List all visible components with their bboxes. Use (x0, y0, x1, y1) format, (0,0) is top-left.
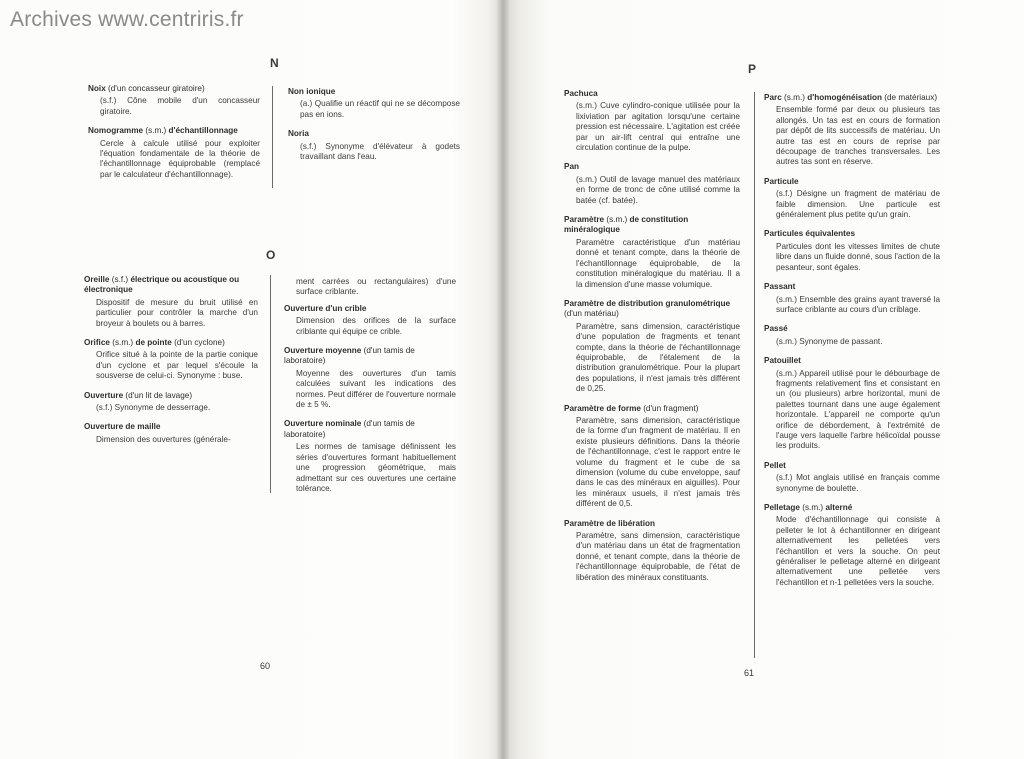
entry-headword-line (764, 229, 940, 239)
column-divider (754, 92, 755, 658)
right-p-column-1 (564, 89, 740, 592)
entry-definition: (s.f.) Désigne un fragment de matériau de faible dimension. Une particule est généralement plus petite qu'un grain. (776, 189, 940, 220)
entry-definition: Particules dont les vitesses limites de chute libre dans un fluide donné, sous l'action de la pesanteur, sont égales. (776, 241, 940, 272)
entry-definition: (s.m.) Outil de lavage manuel des matériaux en forme de tronc de cône utilisé comme la batée (cf. batée). (576, 174, 740, 205)
entry-headword: Passé (764, 324, 788, 334)
dictionary-entry (288, 129, 460, 162)
entry-definition: Ensemble formé par deux ou plusieurs tas allongés. Un tas est en cours de formation par dépôt de lits successifs de matériau. Un autre tas est en cours de reprise par découpage de tranches transversales. Les autres tas sont en réserve. (776, 105, 940, 167)
entry-headword: Pachuca (564, 89, 598, 98)
dictionary-entry (764, 461, 940, 494)
entry-grammar: (s.m.) (606, 215, 628, 225)
entry-headword: Pellet (764, 460, 786, 470)
left-n-column-2 (288, 87, 460, 171)
entry-headword: Noria (288, 129, 309, 139)
right-p-column-2 (764, 93, 940, 597)
entry-grammar: (s.f.) (111, 275, 129, 284)
dictionary-entry (88, 84, 260, 117)
entry-headword-line (764, 282, 940, 292)
entry-grammar: (d'un lit de lavage) (125, 390, 193, 400)
entry-definition: Mode d'échantillonnage qui consiste à pelleter le lot à échantillonner en dirigeant alternativement les pelletées vers l'échantillon et vers la souche. On peut généraliser le pelletage alterné en dirigeant alternativement une pelletée vers l'échantillon et n-1 pelletées vers la souche. (776, 515, 940, 587)
entry-headword: Pelletage (764, 503, 800, 512)
entry-definition: (s.f.) Synonyme d'élévateur à godets travaillant dans l'eau. (300, 141, 460, 162)
dictionary-entry (84, 422, 258, 445)
entry-headword: Ouverture d'un crible (284, 303, 367, 313)
entry-headword: Paramètre (564, 215, 605, 225)
entry-headword-line (284, 304, 456, 314)
entry-definition: Paramètre, sans dimension, caractéristique de la forme d'un fragment de matériau. Il en existe plusieurs définitions. Dans la théorie de l'échantillonnage, c'est le rapport entre le volume du fragment et le cube de sa dimension (volume du cube enveloppe, sauf dans le cas des minéraux en aiguilles). Pour les minéraux usuels, il n'est jamais très différent de 0,5. (576, 415, 740, 509)
entry-headword-line (764, 503, 940, 513)
entry-headword: Ouverture (84, 390, 124, 400)
entry-headword-line (764, 93, 940, 103)
entry-headword-continuation: de pointe (135, 338, 172, 348)
entry-headword-line (764, 461, 940, 471)
entry-grammar: (d'un tamis de laboratoire) (284, 346, 415, 366)
entry-headword: Paramètre de forme (564, 403, 641, 413)
entry-headword-continuation: d'échantillonnage (168, 126, 238, 136)
entry-headword: Pan (564, 162, 580, 172)
entry-headword: Ouverture nominale (284, 419, 362, 429)
section-letter-p: P (748, 62, 757, 76)
entry-definition: Dimension des ouvertures (générale- (96, 434, 231, 444)
left-o-column-2 (284, 277, 456, 503)
entry-definition: (s.f.) Mot anglais utilisé en français comme synonyme de boulette. (776, 473, 940, 493)
section-letter-o: O (266, 248, 276, 262)
entry-definition: (a.) Qualifie un réactif qui ne se décompose pas en ions. (300, 99, 460, 119)
dictionary-entry (84, 391, 258, 414)
column-divider (272, 86, 273, 188)
page-number-right: 61 (744, 668, 755, 678)
entry-definition: Paramètre, sans dimension, caractéristique d'une population de fragments et tenant compte, dans la théorie de l'échantillonnage équiprobable, de l'étalement de la distribution granulométrique. Pour la plupart des populations, il n'est jamais très différent de 0,25. (576, 321, 740, 394)
page-number-left: 60 (260, 661, 271, 671)
entry-definition: (s.m.) Cuve cylindro-conique utilisée pour la lixiviation par agitation lorsqu'une certaine pression est nécessaire. L'agitation est créée par un air-lift central qui entraîne une circulation continue de la pulpe. (576, 101, 740, 153)
entry-headword-line (288, 129, 460, 139)
entry-definition: Dispositif de mesure du bruit utilisé en particulier pour contrôler la marche d'un broyeur à boulets ou à barres. (96, 297, 258, 328)
entry-headword-line (288, 87, 460, 97)
entry-headword: Ouverture de maille (84, 422, 161, 432)
entry-headword-line (564, 215, 740, 236)
entry-grammar: (s.m.) (145, 126, 167, 136)
entry-definition: Orifice situé à la pointe de la partie conique d'un cyclone et par lequel s'écoule la sousverse de celui-ci. Synonyme : buse. (96, 350, 258, 381)
entry-headword-continuation: alterné (825, 503, 853, 512)
entry-definition: (s.m.) Appareil utilisé pour le débourbage de fragments relativement fins et consistant en un (ou plusieurs) arbre horizontal, muni de palettes tournant dans une auge également horizontale. L'appareil ne comporte qu'un orifice de débordement, à l'extrémité de l'auge vers laquelle l'arbre hélicoïdal pousse les produits. (776, 368, 940, 451)
dictionary-entry (764, 503, 940, 588)
dictionary-entry (564, 215, 740, 290)
entry-headword-line (84, 338, 258, 348)
entry-headword-line (764, 356, 940, 366)
entry-headword-line (764, 324, 940, 334)
section-letter-n: N (270, 56, 279, 70)
left-n-column-1 (88, 84, 260, 189)
entry-headword: Particule (764, 176, 799, 186)
entry-definition: Dimension des orifices de la surface criblante qui équipe ce crible. (296, 316, 456, 336)
entry-headword-line (84, 391, 258, 401)
dictionary-entry (84, 275, 258, 329)
entry-grammar: (d'un concasseur giratoire) (108, 84, 205, 93)
entry-grammar: (s.m.) (784, 93, 805, 102)
entry-headword: Oreille (84, 275, 110, 284)
entry-headword: Paramètre de distribution granulométrique (564, 298, 731, 308)
dictionary-entry (284, 419, 456, 494)
entry-headword-line (284, 346, 456, 367)
entry-definition: (s.f.) Synonyme de desserrage. (96, 403, 211, 413)
entry-definition: Moyenne des ouvertures d'un tamis calculées suivant les indications des normes. Peut différer de l'ouverture normale de ± 5 %. (296, 368, 456, 410)
dictionary-entry (564, 89, 740, 153)
entry-grammar: (s.m.) (802, 503, 824, 512)
entry-headword-line (88, 84, 260, 94)
entry-headword: Orifice (84, 338, 110, 348)
entry-headword: Parc (764, 93, 782, 102)
entry-grammar: (d'un tamis de laboratoire) (284, 419, 415, 439)
entry-headword-line (88, 126, 260, 136)
dictionary-entry (764, 282, 940, 315)
left-o-column-1 (84, 275, 258, 454)
entry-headword-line (564, 162, 740, 172)
continued-definition (284, 277, 456, 298)
watermark: Archives www.centriris.fr (10, 8, 244, 31)
entry-definition: (s.m.) Synonyme de passant. (776, 336, 883, 346)
dictionary-entry (284, 304, 456, 337)
entry-headword: Non ionique (288, 87, 336, 96)
entry-headword: Particules équivalentes (764, 229, 856, 239)
entry-headword: Paramètre de libération (564, 518, 656, 528)
dictionary-entry (84, 338, 258, 382)
entry-definition: Paramètre caractéristique d'un matériau donné et tenant compte, dans la théorie de l'échantillonnage équiprobable, de la constitution minéralogique du matériau. Il a la dimension d'une masse volumique. (576, 237, 740, 289)
entry-headword-continuation: électrique ou acoustique ou électronique (84, 275, 240, 295)
entry-headword-line (564, 404, 740, 414)
book-gutter (496, 0, 510, 759)
entry-grammar: (d'un fragment) (643, 403, 699, 413)
entry-headword: Ouverture moyenne (284, 346, 362, 356)
entry-headword-line (564, 519, 740, 529)
dictionary-entry (764, 177, 940, 221)
entry-definition: (s.m.) Ensemble des grains ayant traversé la surface criblante au cours d'un criblage. (776, 294, 940, 314)
definition-text: ment carrées ou rectangulaires) d'une surface criblante. (296, 277, 456, 297)
entry-headword: Patouillet (764, 356, 801, 366)
entry-headword-line (764, 177, 940, 187)
entry-headword: Noix (88, 84, 106, 93)
dictionary-entry (764, 93, 940, 168)
dictionary-entry (288, 87, 460, 120)
entry-headword: Nomogramme (88, 126, 144, 136)
entry-grammar-qualifier: (d'un cyclone) (174, 338, 225, 348)
dictionary-entry (764, 229, 940, 273)
entry-headword-line (564, 299, 740, 320)
entry-headword-continuation: d'homogénéisation (807, 93, 882, 102)
entry-definition: Paramètre, sans dimension, caractéristique d'un matériau dans un état de fragmentation donné, et tenant compte, dans la théorie de l'échantillonnage équiprobable, de l'état de libération des minéraux constituants. (576, 531, 740, 582)
entry-headword-continuation: de constitution minéralogique (564, 215, 689, 235)
entry-headword-line (84, 275, 258, 296)
entry-definition: Cercle à calcule utilisé pour exploiter l'équation fondamentale de la théorie de l'échantillonnage équiprobable (remplacé par le calculateur d'échantillonnage). (100, 138, 260, 179)
entry-headword-line (84, 422, 258, 432)
dictionary-entry (564, 404, 740, 510)
entry-grammar: (s.m.) (112, 338, 134, 348)
dictionary-entry (764, 356, 940, 452)
dictionary-entry (564, 299, 740, 395)
entry-headword-line (564, 89, 740, 99)
dictionary-entry (764, 324, 940, 347)
dictionary-entry (564, 162, 740, 206)
entry-headword-line (284, 419, 456, 440)
entry-headword: Passant (764, 282, 796, 292)
dictionary-entry (564, 519, 740, 583)
dictionary-entry (88, 126, 260, 180)
dictionary-entry (284, 346, 456, 410)
entry-grammar-qualifier: (de matériaux) (884, 93, 938, 102)
entry-definition: (s.f.) Cône mobile d'un concasseur giratoire. (100, 96, 260, 116)
column-divider (270, 275, 271, 493)
entry-grammar: (d'un matériau) (564, 309, 619, 319)
entry-definition: Les normes de tamisage définissent les séries d'ouvertures formant habituellement une progression géométrique, mais admettant sur ces ouvertures une certaine tolérance. (296, 442, 456, 493)
